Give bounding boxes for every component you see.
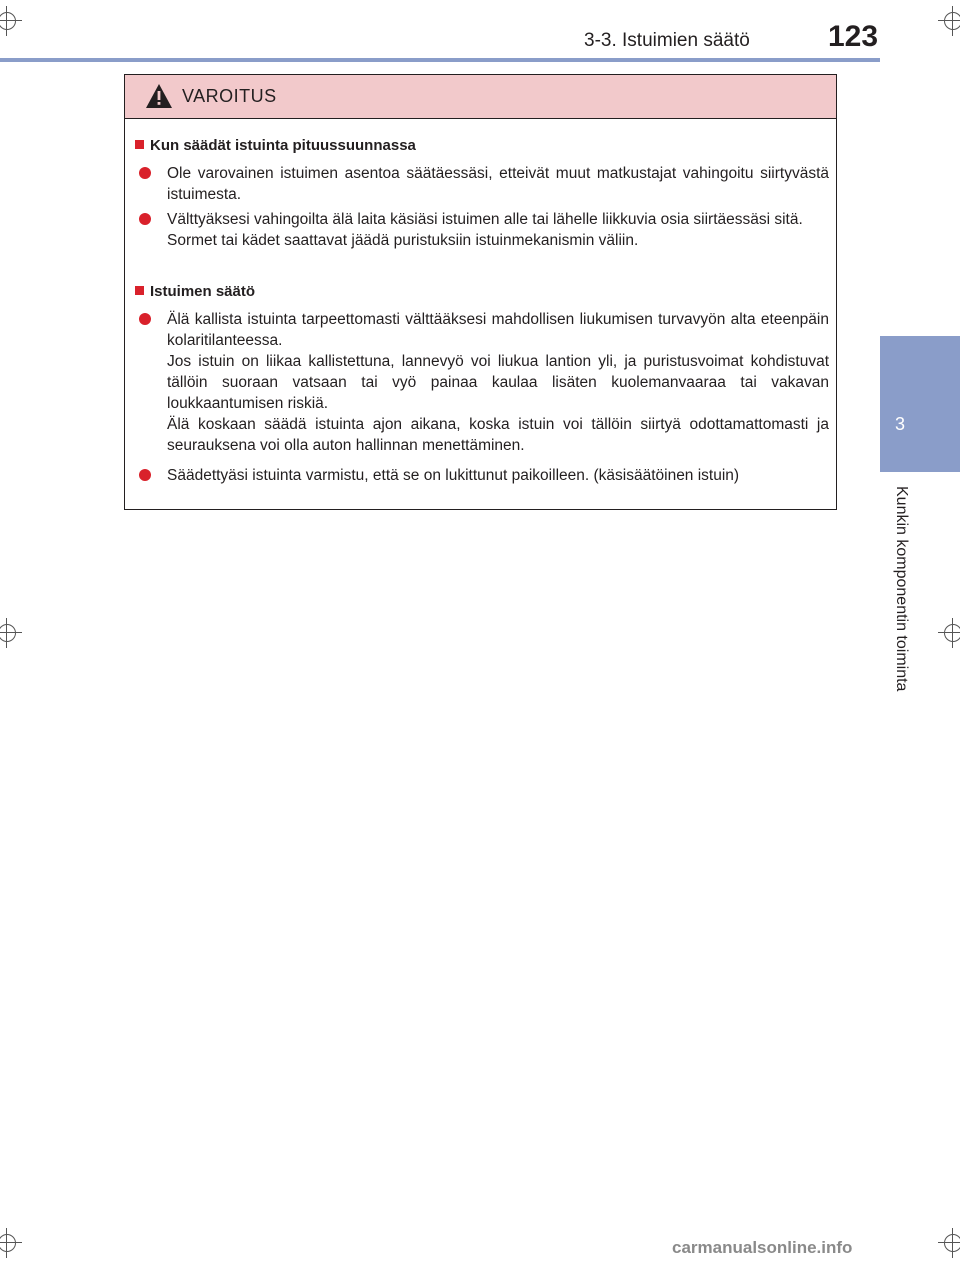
section-title: 3-3. Istuimien säätö — [584, 30, 750, 51]
crop-mark-top-right — [938, 6, 960, 36]
chapter-number: 3 — [894, 414, 905, 434]
square-bullet-icon — [135, 286, 144, 295]
crop-mark-bottom-right — [938, 1228, 960, 1258]
bullet-dot-icon — [139, 469, 151, 481]
crop-mark-top-left — [0, 6, 22, 36]
section-heading: Kun säädät istuinta pituussuunnassa — [135, 137, 416, 154]
crop-mark-mid-left — [0, 618, 22, 648]
bullet-item: Älä kallista istuinta tarpeettomasti välttääksesi mahdollisen liukumisen turvavyön alta eteenpäin kolaritilanteessa. Jos istuin on liikaa kallistettuna, lannevyö voi liukua lantion yli, ja puristusvoimat kohdistuvat tällöin suoraan vatsaan tai vyö painaa kaulaa lisäten kuolemanvaaraa tai vakavan loukkaantumisen riskiä. Älä koskaan säädä istuinta ajon aikana, koska istuin voi tällöin siirtyä odottamattomasti ja seurauksena voi olla auton hallinnan menettäminen. — [139, 309, 829, 456]
watermark: carmanualsonline.info — [672, 1238, 853, 1257]
header-rule — [0, 58, 880, 62]
bullet-dot-icon — [139, 313, 151, 325]
warning-title: VAROITUS — [182, 86, 277, 106]
bullet-item: Säädettyäsi istuinta varmistu, että se on lukittunut paikoilleen. (käsisäätöinen istuin) — [139, 465, 829, 486]
crop-mark-mid-right — [938, 618, 960, 648]
warning-triangle-icon — [145, 83, 173, 109]
section-heading: Istuimen säätö — [135, 283, 255, 300]
square-bullet-icon — [135, 140, 144, 149]
bullet-item: Ole varovainen istuimen asentoa säätäessäsi, etteivät muut matkustajat vahingoitu siirtyvästä istuimesta. — [139, 163, 829, 205]
chapter-tab — [880, 336, 960, 472]
page-number: 123 — [828, 20, 879, 53]
crop-mark-bottom-left — [0, 1228, 22, 1258]
chapter-title: Kunkin komponentin toiminta — [893, 486, 910, 692]
bullet-item: Välttyäksesi vahingoilta älä laita käsiäsi istuimen alle tai lähelle liikkuvia osia siirtäessäsi sitä. Sormet tai kädet saattavat jäädä puristuksiin istuinmekanismin väliin. — [139, 209, 829, 251]
warning-header — [125, 75, 836, 119]
bullet-dot-icon — [139, 167, 151, 179]
bullet-dot-icon — [139, 213, 151, 225]
warning-box — [124, 74, 837, 510]
